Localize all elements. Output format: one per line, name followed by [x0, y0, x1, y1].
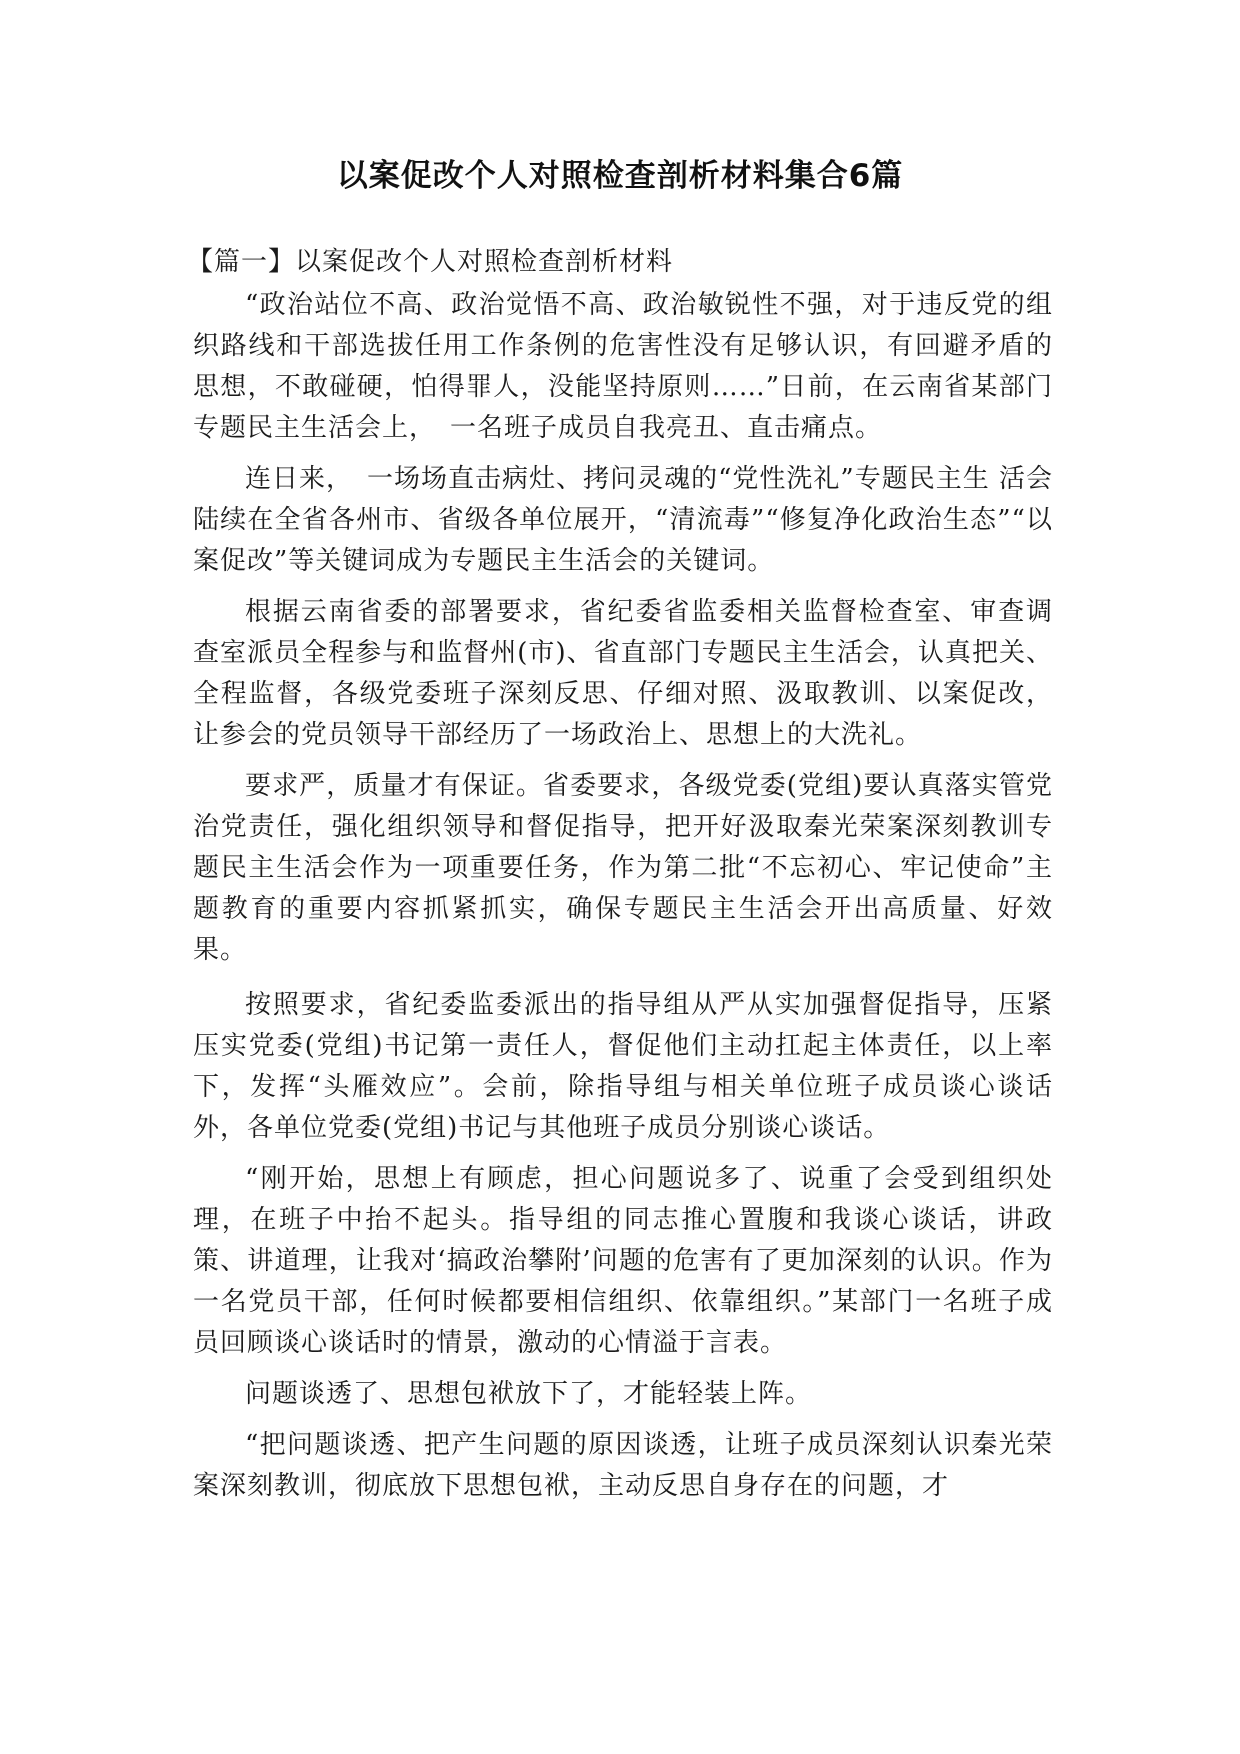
paragraph-1: “政治站位不高、政治觉悟不高、政治敏锐性不强，对于违反党的组织路线和干部选拔任用工作条例的危害性没有足够认识，有回避矛盾的思想，不敢碰硬，怕得罪人，没能坚持原则……”日前，在云南省某部门专题民主生活会上， 一名班子成员自我亮丑、直击痛点。 — [193, 290, 1053, 443]
section-heading: 【篇一】以案促改个人对照检查剖析材料 — [187, 247, 674, 277]
paragraph-5: 按照要求，省纪委监委派出的指导组从严从实加强督促指导，压紧压实党委(党组)书记第一责任人，督促他们主动扛起主体责任，以上率下，发挥“头雁效应”。会前，除指导组与相关单位班子成员谈心谈话外，各单位党委(党组)书记与其他班子成员分别谈心谈话。 — [193, 990, 1053, 1143]
paragraph-3: 根据云南省委的部署要求，省纪委省监委相关监督检查室、审查调查室派员全程参与和监督州(市)、省直部门专题民主生活会，认真把关、全程监督，各级党委班子深刻反思、仔细对照、汲取教训、以案促改，让参会的党员领导干部经历了一场政治上、思想上的大洗礼。 — [193, 597, 1053, 750]
paragraph-2: 连日来， 一场场直击病灶、拷问灵魂的“党性洗礼”专题民主生 活会陆续在全省各州市、省级各单位展开，“清流毒”“修复净化政治生态”“以案促改”等关键词成为专题民主生活会的关键词。 — [193, 464, 1053, 576]
paragraph-6: “刚开始，思想上有顾虑，担心问题说多了、说重了会受到组织处理，在班子中抬不起头。指导组的同志推心置腹和我谈心谈话，讲政策、讲道理，让我对‘搞政治攀附’问题的危害有了更加深刻的认识。作为一名党员干部，任何时候都要相信组织、依靠组织。”某部门一名班子成员回顾谈心谈话时的情景，激动的心情溢于言表。 — [193, 1164, 1053, 1358]
paragraph-8: “把问题谈透、把产生问题的原因谈透，让班子成员深刻认识秦光荣案深刻教训，彻底放下思想包袱，主动反思自身存在的问题，才 — [193, 1430, 1053, 1501]
document-title: 以案促改个人对照检查剖析材料集合6篇 — [336, 158, 904, 194]
document-body — [187, 243, 1053, 1517]
paragraph-7: 问题谈透了、思想包袱放下了，才能轻装上阵。 — [245, 1379, 813, 1409]
paragraph-4: 要求严，质量才有保证。省委要求，各级党委(党组)要认真落实管党治党责任，强化组织领导和督促指导，把开好汲取秦光荣案深刻教训专题民主生活会作为一项重要任务，作为第二批“不忘初心、牢记使命”主题教育的重要内容抓紧抓实，确保专题民主生活会开出高质量、好效果。 — [193, 771, 1053, 965]
